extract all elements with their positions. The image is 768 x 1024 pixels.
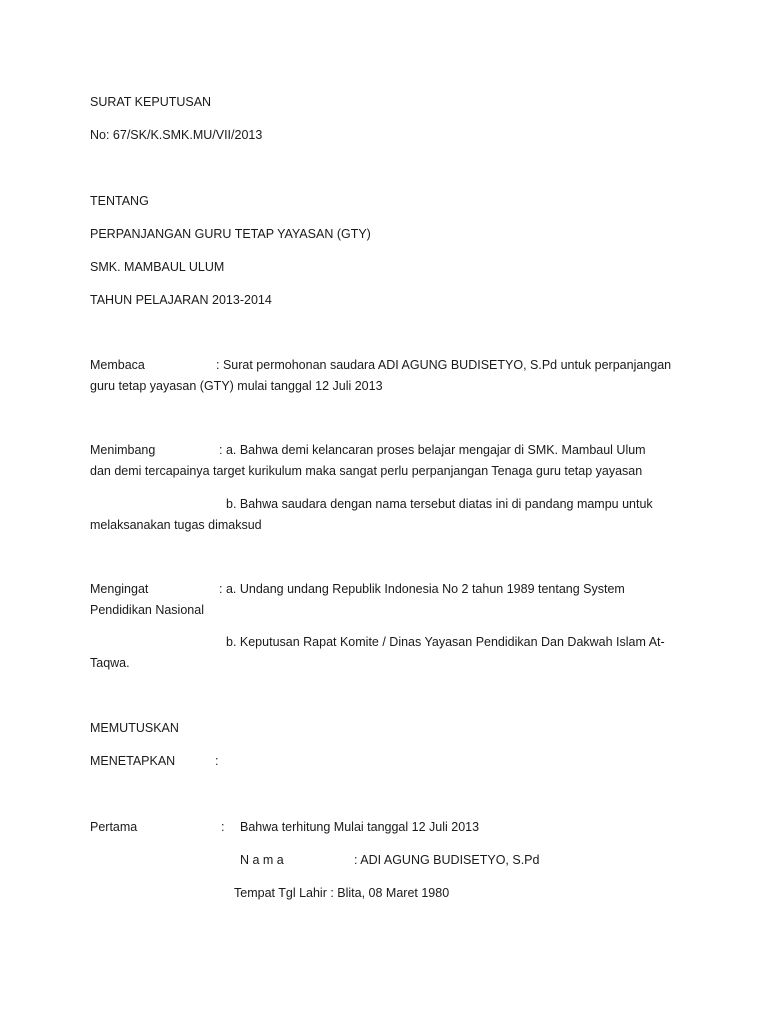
tentang-heading: TENTANG	[90, 194, 149, 208]
membaca-text-line1: : Surat permohonan saudara ADI AGUNG BUDISETYO, S.Pd untuk perpanjangan	[216, 358, 672, 372]
document-title: SURAT KEPUTUSAN	[90, 95, 212, 109]
mengingat-label: Mengingat	[90, 582, 149, 596]
membaca-text-line2: guru tetap yayasan (GTY) mulai tanggal 12 Juli 2013	[90, 379, 383, 393]
menimbang-b-line1: b. Bahwa saudara dengan nama tersebut diatas ini di pandang mampu untuk	[226, 497, 653, 511]
mengingat-b-line2: Taqwa.	[90, 656, 130, 670]
menetapkan-colon: :	[215, 754, 219, 768]
school-name: SMK. MAMBAUL ULUM	[90, 260, 225, 274]
memutuskan-heading: MEMUTUSKAN	[90, 721, 179, 735]
pertama-label: Pertama	[90, 820, 138, 834]
document-number: No: 67/SK/K.SMK.MU/VII/2013	[90, 128, 263, 142]
document-subject: PERPANJANGAN GURU TETAP YAYASAN (GTY)	[90, 227, 371, 241]
tempat-tgl-lahir: Tempat Tgl Lahir : Blita, 08 Maret 1980	[234, 886, 450, 900]
menimbang-label: Menimbang	[90, 443, 156, 457]
academic-year: TAHUN PELAJARAN 2013-2014	[90, 293, 272, 307]
menimbang-b-line2: melaksanakan tugas dimaksud	[90, 518, 262, 532]
pertama-text: Bahwa terhitung Mulai tanggal 12 Juli 2013	[240, 820, 480, 834]
menimbang-a-line2: dan demi tercapainya target kurikulum maka sangat perlu perpanjangan Tenaga guru tetap yayasan	[90, 464, 643, 478]
menetapkan-label: MENETAPKAN	[90, 754, 176, 768]
membaca-label: Membaca	[90, 358, 145, 372]
mengingat-a-line2: Pendidikan Nasional	[90, 603, 204, 617]
nama-value: : ADI AGUNG BUDISETYO, S.Pd	[354, 853, 540, 867]
nama-label: N a m a	[240, 853, 284, 867]
mengingat-b-line1: b. Keputusan Rapat Komite / Dinas Yayasan Pendidikan Dan Dakwah Islam At-	[226, 635, 665, 649]
pertama-colon: :	[221, 820, 225, 834]
mengingat-a-line1: : a. Undang undang Republik Indonesia No 2 tahun 1989 tentang System	[219, 582, 625, 596]
menimbang-a-line1: : a. Bahwa demi kelancaran proses belajar mengajar di SMK. Mambaul Ulum	[219, 443, 646, 457]
